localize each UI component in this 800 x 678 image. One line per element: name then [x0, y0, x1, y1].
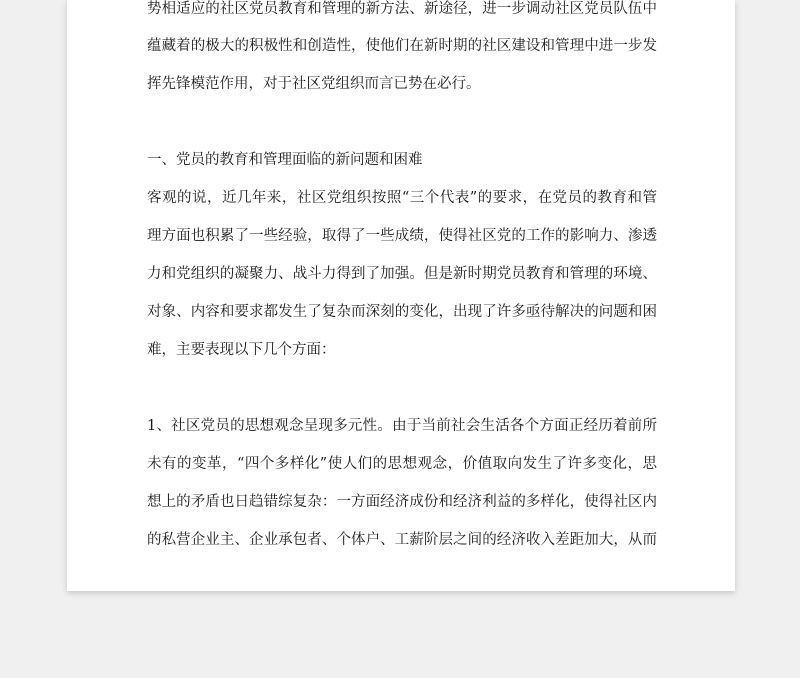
paragraph-line: 想上的矛盾也日趋错综复杂：一方面经济成份和经济利益的多样化，使得社区内 [147, 494, 657, 510]
paragraph-line: 未有的变革，“四个多样化”使人们的思想观念，价值取向发生了许多变化，思 [147, 456, 657, 472]
paragraph-line: 蕴藏着的极大的积极性和创造性，使他们在新时期的社区建设和管理中进一步发 [147, 38, 657, 54]
paragraph-line: 客观的说，近几年来，社区党组织按照“三个代表”的要求，在党员的教育和管 [147, 190, 657, 206]
section-heading: 一、党员的教育和管理面临的新问题和困难 [147, 152, 423, 168]
paragraph-line: 的私营企业主、企业承包者、个体户、工薪阶层之间的经济收入差距加大，从而 [147, 532, 657, 548]
paragraph-line: 1、社区党员的思想观念呈现多元性。由于当前社会生活各个方面正经历着前所 [147, 418, 657, 434]
paragraph-line: 对象、内容和要求都发生了复杂而深刻的变化，出现了许多亟待解决的问题和困 [147, 304, 657, 320]
document-page [67, 0, 735, 591]
paragraph-line: 难，主要表现以下几个方面： [147, 342, 336, 358]
paragraph-line: 力和党组织的凝聚力、战斗力得到了加强。但是新时期党员教育和管理的环境、 [147, 266, 657, 282]
paragraph-line: 理方面也积累了一些经验，取得了一些成绩，使得社区党的工作的影响力、渗透 [147, 228, 657, 244]
paragraph-line: 势相适应的社区党员教育和管理的新方法、新途径，进一步调动社区党员队伍中 [147, 1, 657, 17]
paragraph-line: 挥先锋模范作用，对于社区党组织而言已势在必行。 [147, 76, 481, 92]
